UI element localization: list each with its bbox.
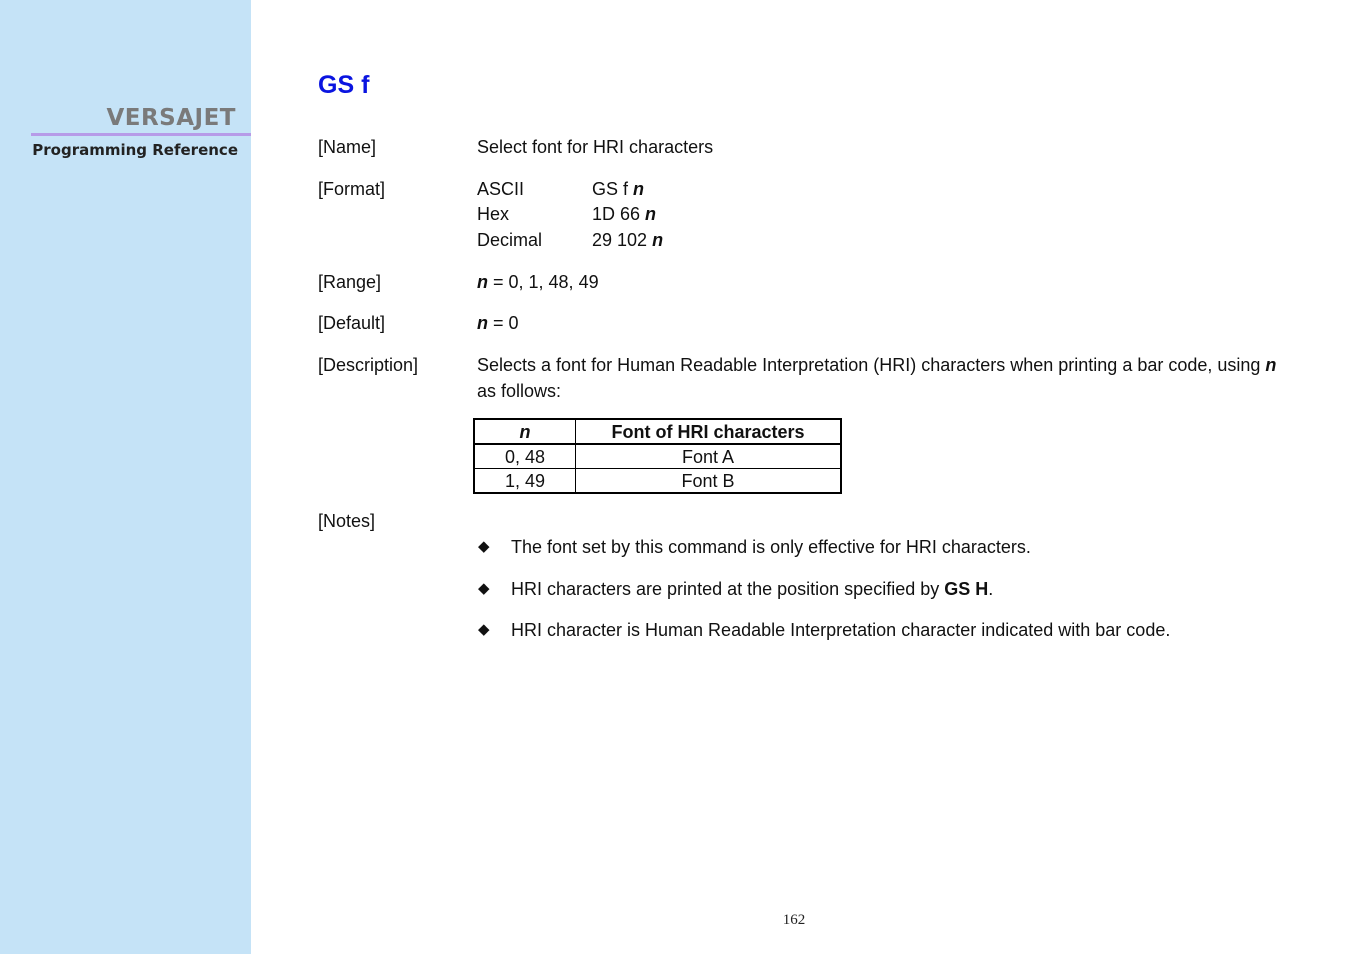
table-header-row	[474, 419, 841, 444]
range-value: n = 0, 1, 48, 49	[477, 272, 599, 292]
diamond-icon: ◆	[478, 538, 490, 555]
note-item: HRI characters are printed at the position specified by GS H.	[511, 579, 994, 599]
brand-divider	[31, 133, 251, 136]
format-code-hex: 1D 66 n	[592, 204, 657, 224]
table-row	[474, 444, 841, 469]
description-text: Selects a font for Human Readable Interpretation (HRI) characters when printing a bar code, using n as follows:	[477, 355, 1277, 401]
brand-logo-text: VERSAJET	[106, 105, 236, 131]
name-label: [Name]	[318, 137, 377, 157]
table-header-font: Font of HRI characters	[576, 419, 842, 444]
diamond-icon: ◆	[478, 580, 490, 597]
page-title: GS f	[318, 71, 370, 99]
table-cell: Font A	[576, 444, 842, 469]
note-item: The font set by this command is only effective for HRI characters.	[511, 537, 1031, 557]
hri-font-table	[473, 418, 842, 494]
brand-subtitle: Programming Reference	[32, 141, 238, 159]
table-cell: 0, 48	[474, 444, 576, 469]
page-number: 162	[782, 912, 806, 928]
sidebar	[0, 0, 251, 954]
default-value: n = 0	[477, 313, 519, 333]
range-label: [Range]	[318, 272, 382, 292]
notes-label: [Notes]	[318, 511, 376, 531]
format-code-decimal: 29 102 n	[592, 230, 664, 250]
default-label: [Default]	[318, 313, 386, 333]
table-header-n: n	[474, 419, 576, 444]
table-cell: 1, 49	[474, 469, 576, 494]
description-label: [Description]	[318, 355, 419, 375]
table-row	[474, 469, 841, 494]
diamond-icon: ◆	[478, 621, 490, 638]
format-type-ascii: ASCII	[477, 179, 525, 199]
format-code-ascii: GS f n	[592, 179, 645, 199]
format-label: [Format]	[318, 179, 386, 199]
format-type-hex: Hex	[477, 204, 510, 224]
format-type-decimal: Decimal	[477, 230, 543, 250]
note-item: HRI character is Human Readable Interpretation character indicated with bar code.	[511, 620, 1171, 640]
name-value: Select font for HRI characters	[477, 137, 714, 157]
table-cell: Font B	[576, 469, 842, 494]
